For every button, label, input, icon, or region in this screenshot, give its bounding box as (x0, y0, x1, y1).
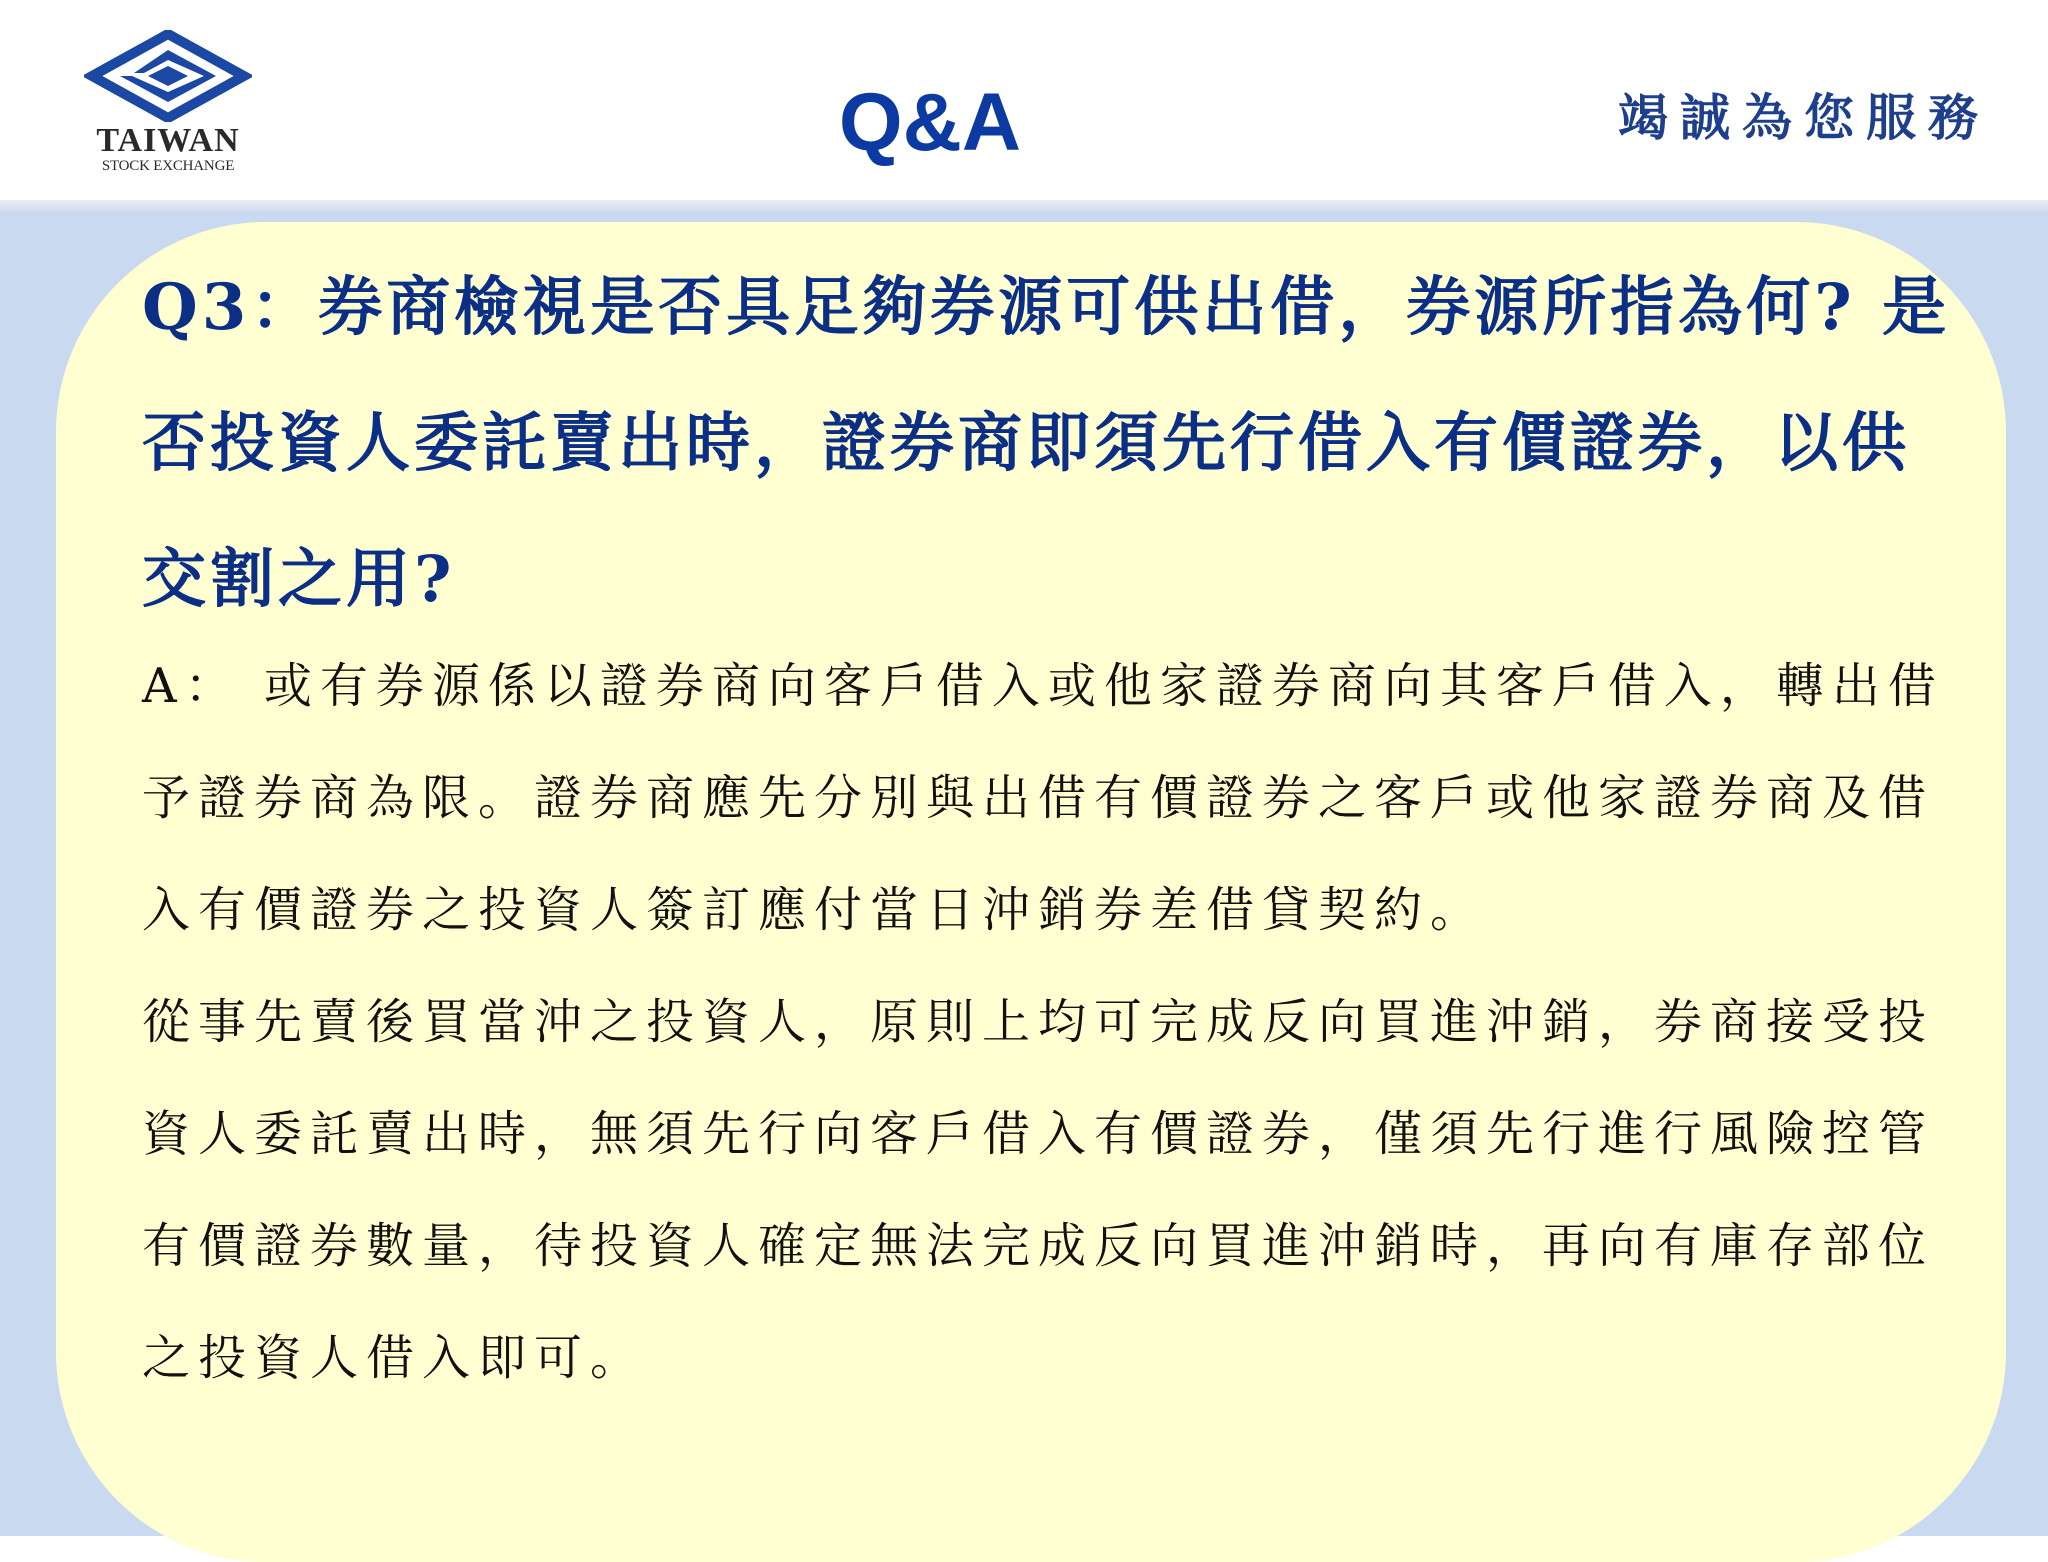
logo-title: TAIWAN (96, 122, 240, 159)
question-text: Q3：券商檢視是否具足夠券源可供出借，券源所指為何? 是否投資人委託賣出時，證券商即須先行借入有價證券，以供交割之用? (142, 270, 1951, 617)
answer-paragraph: A： 或有券源係以證券商向客戶借入或他家證券商向其客戶借入，轉出借予證券商為限。證券商應先分別與出借有價證券之客戶或他家證券商及借入有價證券之投資人簽訂應付當日沖銷券差借貸契約。 (142, 658, 1944, 938)
answer-paragraph: 從事先賣後買當沖之投資人，原則上均可完成反向買進沖銷，券商接受投資人委託賣出時，無須先行向客戶借入有價證券，僅須先行進行風險控管有價證券數量，待投資人確定無法完成反向買進沖銷時，再向有庫存部位之投資人借入即可。 (142, 994, 1935, 1386)
answer-block (142, 630, 1952, 1414)
twse-logo (84, 30, 252, 180)
logo-subtitle: STOCK EXCHANGE (101, 158, 235, 174)
slogan: 竭誠為您服務 (1618, 88, 1990, 147)
page-title: Q&A (838, 77, 1022, 168)
twse-logo-icon (84, 30, 252, 122)
